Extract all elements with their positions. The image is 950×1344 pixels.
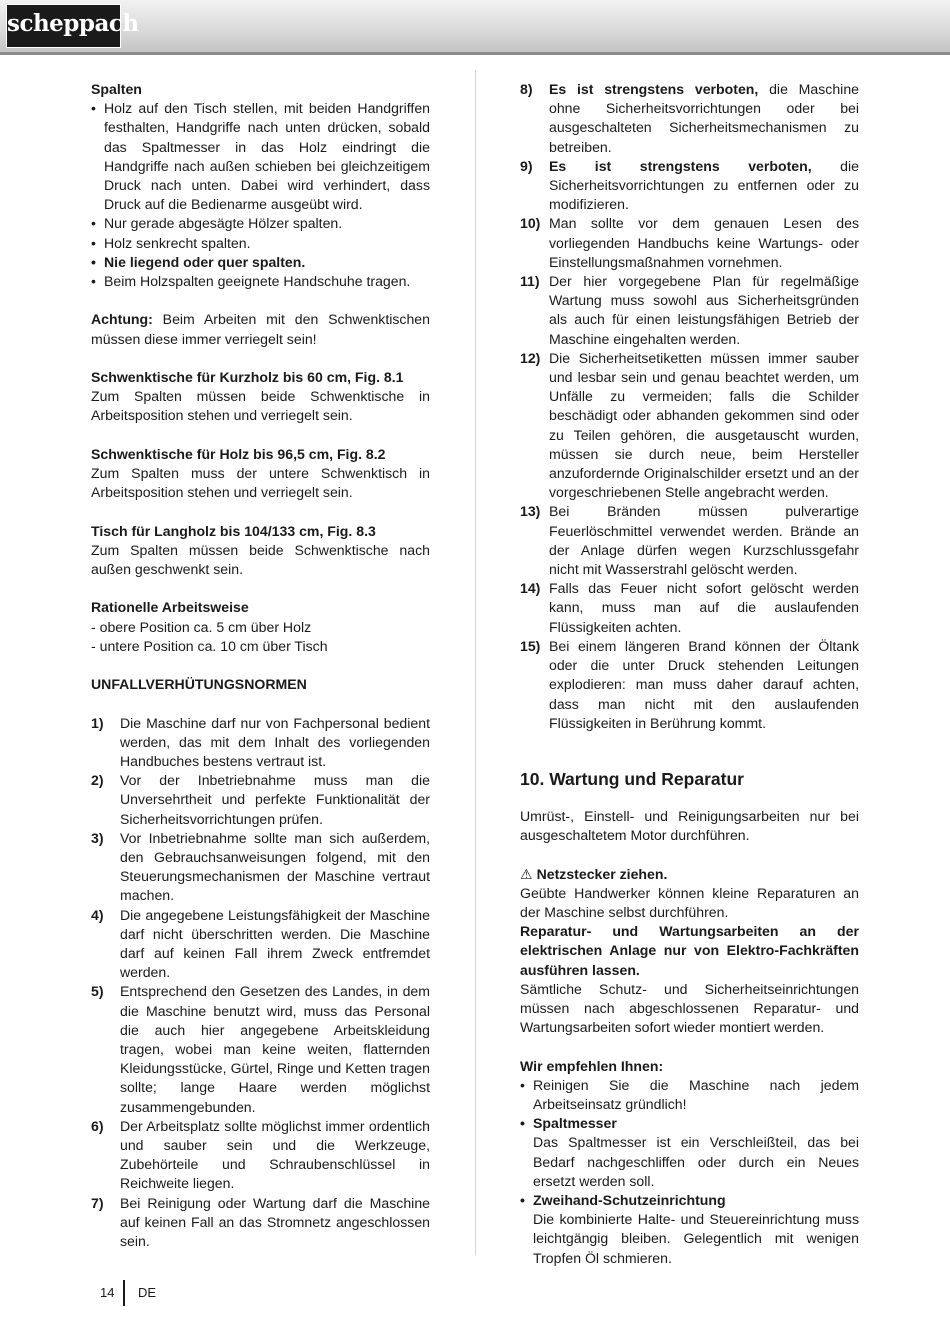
- unfall-item-11: 11) Der hier vorgegebene Plan für regelmäßige Wartung muss sowohl aus Sicherheitsgründen als auch für einen leistungsfähigen Betrieb der Maschine eingehalten werden.: [520, 273, 859, 347]
- unfall-item-2: 2) Vor der Inbetriebnahme muss man die Unversehrtheit und perfekte Funktionalität der Sicherheitsvorrichtungen prüfen.: [91, 772, 430, 827]
- spalten-bullet-3: • Holz senkrecht spalten.: [91, 234, 430, 253]
- logo-text: scheppach: [7, 10, 139, 37]
- warn-title: Netzstecker ziehen.: [536, 865, 668, 882]
- unfall-title: UNFALLVERHÜTUNGSNORMEN: [91, 676, 307, 693]
- unfall-item-13: 13) Bei Bränden müssen pulverartige Feuerlöschmittel verwendet werden. Brände an der Anlage dürfen wegen Kurzschlussgefahr nicht mit Wasserstrahl gelöscht werden.: [520, 503, 859, 578]
- empf-title: Wir empfehlen Ihnen:: [520, 1057, 664, 1074]
- unfall-item-6: 6) Der Arbeitsplatz sollte möglichst immer ordentlich und sauber sein und die Werkzeuge, Zubehörteile und Schraubenschlüssel in Reichweite liegen.: [91, 1117, 430, 1192]
- section-title: 10. Wartung und Reparatur: [520, 768, 744, 789]
- unfall-item-5: 5) Entsprechend den Gesetzen des Landes, in dem die Maschine benutzt wird, muss das Personal die auch hier angegebene Arbeitskleidung tragen, wobei man keine weiten, flatternden Kleidungsstücke, Gürtel, Ringe und Ketten tragen sollte; lange Haare werden möglichst zusammengebunden.: [91, 983, 430, 1115]
- unfall-item-10: 10) Man sollte vor dem genauen Lesen des vorliegenden Handbuchs keine Wartungs- oder Einstellungsmaßnahmen vornehmen.: [520, 215, 859, 270]
- warn-text-2: Sämtliche Schutz- und Sicherheitseinrichtungen müssen nach abgeschlossenen Reparatur- und Wartungsarbeiten sofort wieder montiert werden.: [520, 980, 859, 1036]
- page-header: [0, 0, 950, 55]
- spalten-bullet-5: • Beim Holzspalten geeignete Handschuhe tragen.: [91, 272, 430, 291]
- empf-bullet-1: • Reinigen Sie die Maschine nach jedem Arbeitseinsatz gründlich!: [520, 1076, 859, 1114]
- spalten-bullet-1: • Holz auf den Tisch stellen, mit beiden Handgriffen festhalten, Handgriffe nach unten drücken, sobald das Spaltmesser in das Holz eindringt die Handgriffe nach außen schieben bei gleichzeitigem Druck nach unten. Dabei wird verhindert, dass Druck auf die Bedienarme ausgeübt wird.: [91, 99, 430, 214]
- left-column: [91, 80, 430, 1251]
- column-divider: [475, 70, 476, 1255]
- unfall-item-8: 8) Es ist strengstens verboten, die Maschine ohne Sicherheitsvorrichtungen oder bei ausgeschalteten Sicherheitsmechanismen zu betreiben.: [520, 81, 859, 155]
- spalten-bullet-2: • Nur gerade abgesägte Hölzer spalten.: [91, 214, 430, 233]
- page-number: 14: [100, 1285, 115, 1300]
- holz96-title: Schwenktische für Holz bis 96,5 cm, Fig. 8.2: [91, 445, 386, 462]
- achtung-paragraph: [91, 310, 430, 348]
- holz96-text: Zum Spalten muss der untere Schwenktisch in Arbeitsposition stehen und verriegelt sein.: [91, 465, 430, 501]
- warn-heading: [520, 865, 859, 884]
- empf-bullet-2-text: Das Spaltmesser ist ein Verschleißteil, das bei Bedarf nachgeschliffen oder durch ein Neues ersetzt werden soll.: [533, 1134, 859, 1189]
- unfall-item-4: 4) Die angegebene Leistungsfähigkeit der Maschine darf nicht überschritten werden. Die Maschine darf auf keinen Fall ihrem Zweck entfremdet werden.: [91, 906, 430, 981]
- unfall-item-7: 7) Bei Reinigung oder Wartung darf die Maschine auf keinen Fall an das Stromnetz angeschlossen sein.: [91, 1194, 430, 1250]
- empf-bullet-3-title: • Zweihand-Schutzeinrichtung: [520, 1191, 859, 1210]
- unfall-item-12: 12) Die Sicherheitsetiketten müssen immer sauber und lesbar sein und genau beachtet werden, um Unfälle zu vermeiden; falls die Schilder beschädigt oder abhanden gekommen sind oder zu Teilen gehören, die ausgetauscht wurden, müssen sie durch neue, beim Hersteller anzufordernde Originalschilder ersetzt und an der vorgeschriebenen Stelle angebracht werden.: [520, 349, 859, 501]
- scheppach-logo: [6, 4, 139, 48]
- empf-bullet-3-text: Die kombinierte Halte- und Steuereinrichtung muss leichtgängig bleiben. Gelegentlich mit wenigen Tropfen Öl schmieren.: [533, 1211, 859, 1266]
- warn-text: Geübte Handwerker können kleine Reparaturen an der Maschine selbst durchführen.: [520, 884, 859, 920]
- footer-divider: [123, 1280, 125, 1306]
- kurzholz-title: Schwenktische für Kurzholz bis 60 cm, Fig. 8.1: [91, 369, 404, 386]
- unfall-item-14: 14) Falls das Feuer nicht sofort gelöscht werden kann, muss man auf die auslaufenden Flüssigkeiten achten.: [520, 580, 859, 635]
- rational-line-2: - untere Position ca. 10 cm über Tisch: [91, 637, 328, 654]
- langholz-title: Tisch für Langholz bis 104/133 cm, Fig. 8.3: [91, 522, 376, 539]
- warn-bold: Reparatur- und Wartungsarbeiten an der elektrischen Anlage nur von Elektro-Fachkräften ausführen lassen.: [520, 923, 859, 978]
- unfall-item-1: 1) Die Maschine darf nur von Fachpersonal bedient werden, das mit dem Inhalt des vorliegenden Handbuches bestens vertraut ist.: [91, 714, 430, 769]
- achtung-label: Achtung:: [91, 311, 153, 328]
- warning-icon: ⚠: [520, 865, 533, 882]
- unfall-item-9: 9) Es ist strengstens verboten, die Sicherheitsvorrichtungen zu entfernen oder zu modifizieren.: [520, 157, 859, 213]
- rational-title: Rationelle Arbeitsweise: [91, 599, 249, 616]
- spalten-bullet-4: • Nie liegend oder quer spalten.: [91, 253, 430, 272]
- unfall-item-15: 15) Bei einem längeren Brand können der Öltank oder die unter Druck stehenden Leitungen explodieren: man muss daher darauf achten, dass man nicht mit den auslaufenden Flüssigkeiten in Berührung kommt.: [520, 637, 859, 731]
- kurzholz-text: Zum Spalten müssen beide Schwenktische in Arbeitsposition stehen und verriegelt sein.: [91, 388, 430, 424]
- right-column: [520, 80, 859, 1268]
- unfall-item-3: 3) Vor Inbetriebnahme sollte man sich außerdem, den Gebrauchsanweisungen folgend, mit den Steuerungsmechanismen der Maschine vertraut machen.: [91, 829, 430, 904]
- wartung-intro: Umrüst-, Einstell- und Reinigungsarbeiten nur bei ausgeschaltetem Motor durchführen.: [520, 807, 859, 844]
- achtung-text: Beim Arbeiten mit den Schwenktischen müssen diese immer verriegelt sein!: [91, 311, 430, 347]
- spalten-title: Spalten: [91, 81, 142, 97]
- language-code: DE: [138, 1285, 157, 1300]
- empf-bullet-2-title: • Spaltmesser: [520, 1114, 859, 1133]
- rational-line-1: - obere Position ca. 5 cm über Holz: [91, 618, 312, 635]
- langholz-text: Zum Spalten müssen beide Schwenktische nach außen geschwenkt sein.: [91, 541, 430, 578]
